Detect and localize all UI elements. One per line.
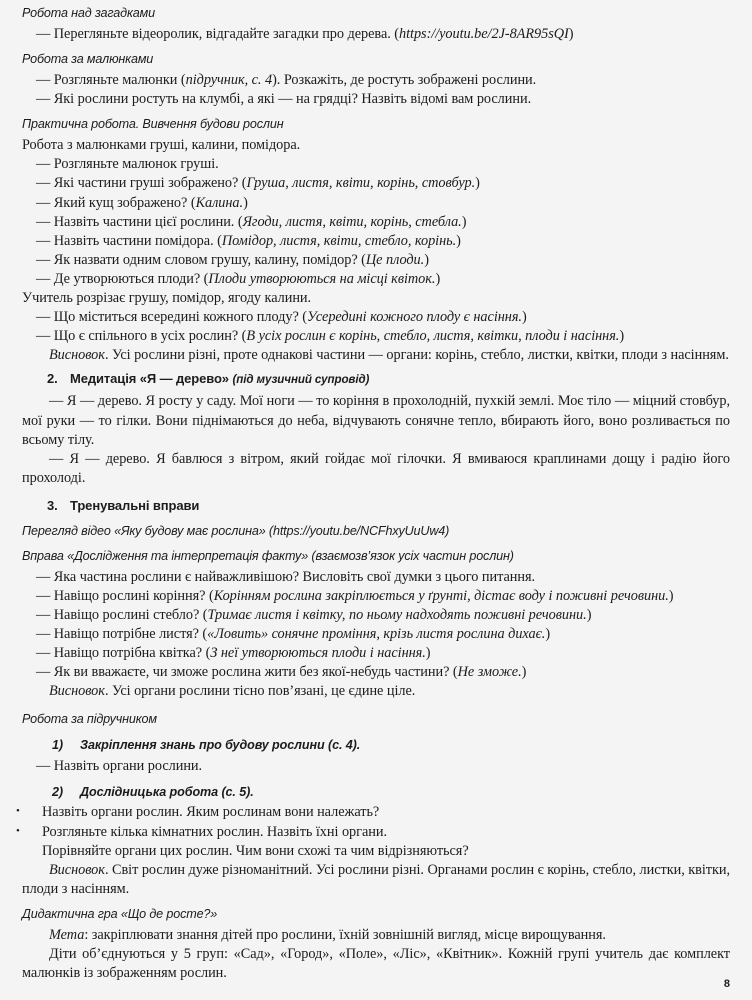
textbook-item-2-text: Дослідницька робота (с. 5). bbox=[80, 784, 254, 799]
practical-q5 bbox=[22, 232, 730, 251]
meditation-paragraph-1: — Я — дерево. Я росту у саду. Мої ноги — то коріння в прохолодній, пухкій землі. Моє тіло — міцний стовбур, мої руки — то гілки. Вони піднімаються до неба, відчувають сонячне тепло, вбирають його, воно розливається по всьому тілу. bbox=[22, 393, 730, 448]
practical-q7-answer: Плоди утворюються на місці квіток. bbox=[208, 270, 436, 287]
game-body: Діти об’єднуються у 5 груп: «Сад», «Город», «Поле», «Ліс», «Квітник». Кожній групі учитель дає комплект малюнків із зображенням рослин. bbox=[22, 946, 730, 982]
textbook-item-2 bbox=[22, 784, 730, 800]
practical-intro: Робота з малюнками груші, калини, помідора. bbox=[22, 137, 301, 154]
practical-q4a: — Назвіть частини цієї рослини. ( bbox=[36, 213, 243, 230]
exercise-q1: — Яка частина рослини є найважливішою? Висловіть свої думки з цього питання. bbox=[36, 568, 536, 585]
practical-q9a: — Що є спільного в усіх рослин? ( bbox=[36, 328, 247, 345]
practical-q4-answer: Ягоди, листя, квіти, корінь, стебла. bbox=[242, 213, 462, 230]
exercise-conclusion bbox=[22, 682, 730, 701]
list-item bbox=[16, 822, 730, 842]
practical-q3a: — Який кущ зображено? ( bbox=[36, 194, 196, 211]
textbook-conclusion-text: . Світ рослин дуже різноманітний. Усі рослини різні. Органами рослин є корінь, стебло, листки, квітки, плоди з насінням. bbox=[22, 861, 730, 897]
textbook-conclusion bbox=[22, 861, 730, 899]
game-goal bbox=[22, 926, 730, 945]
practical-q3b: ) bbox=[243, 194, 248, 211]
game-goal-label: Мета bbox=[49, 927, 85, 944]
practical-q2 bbox=[22, 174, 730, 193]
bullet-icon: • bbox=[16, 824, 20, 837]
subheading-exercise: Вправа «Дослідження та інтерпретація факту» (взаємозв’язок усіх частин рослин) bbox=[22, 548, 514, 563]
practical-conclusion bbox=[22, 346, 730, 365]
riddles-line-text: — Перегляньте відеоролик, відгадайте загадки про дерева. ( bbox=[36, 26, 400, 42]
exercise-q6 bbox=[22, 663, 730, 682]
practical-q8-answer: Усередині кожного плоду є насіння. bbox=[307, 309, 522, 326]
practical-teacher-note: Учитель розрізає грушу, помідор, ягоду калини. bbox=[22, 290, 312, 307]
practical-q5b: ) bbox=[456, 232, 461, 249]
exercise-q4b: ) bbox=[545, 626, 551, 643]
practical-q6-answer: Це плоди. bbox=[365, 251, 425, 268]
list-item-text: Назвіть органи рослин. Яким рослинам вони належать? bbox=[42, 803, 380, 820]
exercise-q3a: — Навіщо рослині стебло? ( bbox=[36, 607, 208, 624]
practical-q7b: ) bbox=[435, 270, 441, 287]
practical-q9b: ) bbox=[619, 328, 625, 345]
heading-training-title: Тренувальні вправи bbox=[70, 497, 200, 513]
textbook-item-1-line: — Назвіть органи рослини. bbox=[36, 757, 203, 774]
heading-meditation-number: 2. bbox=[47, 371, 58, 387]
practical-q9 bbox=[22, 327, 730, 346]
pictures-line-1-italic: підручник, с. 4 bbox=[185, 72, 273, 89]
practical-conclusion-label: Висновок bbox=[49, 347, 105, 364]
practical-q8 bbox=[22, 308, 730, 327]
riddles-line-end: ) bbox=[568, 26, 574, 42]
exercise-q3-answer: Тримає листя і квітку, по ньому надходять поживні речовини. bbox=[207, 607, 587, 624]
practical-q2a: — Які частини груші зображено? ( bbox=[36, 175, 247, 192]
practical-q5a: — Назвіть частини помідора. ( bbox=[36, 232, 222, 249]
exercise-q6b: ) bbox=[521, 664, 527, 681]
practical-q8b: ) bbox=[521, 309, 527, 326]
textbook-conclusion-label: Висновок bbox=[49, 861, 105, 878]
video-heading-text: Перегляд відео «Яку будову має рослина» ( bbox=[22, 523, 273, 538]
practical-q3 bbox=[22, 194, 730, 213]
exercise-q2 bbox=[22, 587, 730, 606]
practical-q9-answer: В усіх рослин є корінь, стебло, листя, квітки, плоди і насіння. bbox=[246, 328, 620, 345]
practical-q4b: ) bbox=[461, 213, 467, 230]
riddles-url: https://youtu.be/2J-8AR95sQI bbox=[399, 26, 569, 42]
exercise-q2a: — Навіщо рослині коріння? ( bbox=[36, 587, 214, 604]
game-goal-text: : закріплювати знання дітей про рослини, їхній зовнішній вигляд, місце вирощування. bbox=[84, 927, 606, 944]
list-item-text: Розгляньте кілька кімнатних рослин. Назвіть їхні органи. bbox=[42, 823, 387, 840]
practical-q8a: — Що міститься всередині кожного плоду? ( bbox=[36, 309, 308, 326]
exercise-q5-answer: З неї утворюються плоди і насіння. bbox=[210, 645, 426, 662]
exercise-conclusion-text: . Усі органи рослини тісно пов’язані, це єдине ціле. bbox=[104, 683, 416, 700]
practical-q6b: ) bbox=[424, 251, 429, 268]
bullet-icon: • bbox=[16, 804, 20, 817]
pictures-line-2: — Які рослини ростуть на клумбі, а які — на грядці? Назвіть відомі вам рослини. bbox=[36, 91, 532, 108]
practical-q2b: ) bbox=[475, 175, 480, 192]
practical-q2-answer: Груша, листя, квіти, корінь, стовбур. bbox=[246, 175, 476, 192]
pictures-line-1b: ). Розкажіть, де ростуть зображені рослини. bbox=[272, 72, 537, 89]
practical-q5-answer: Помідор, листя, квіти, стебло, корінь. bbox=[221, 232, 457, 249]
exercise-q5b: ) bbox=[425, 645, 431, 662]
heading-training bbox=[22, 498, 730, 514]
list-item-continuation: Порівняйте органи цих рослин. Чим вони схожі та чим відрізняються? bbox=[42, 842, 469, 859]
practical-q1: — Розгляньте малюнок груші. bbox=[36, 156, 219, 173]
exercise-q4-answer: «Ловить» сонячне проміння, крізь листя рослина дихає. bbox=[207, 626, 546, 643]
subheading-game: Дидактична гра «Що де росте?» bbox=[22, 907, 218, 922]
page-number: 8 bbox=[723, 978, 730, 990]
exercise-q6-answer: Не зможе. bbox=[457, 664, 522, 681]
textbook-item-1-number: 1) bbox=[52, 737, 63, 752]
practical-q6 bbox=[22, 251, 730, 270]
practical-q4 bbox=[22, 213, 730, 232]
meditation-paragraph-2: — Я — дерево. Я бавлюся з вітром, який гойдає мої гілочки. Я вмиваюся краплинами дощу і радію його прохолоді. bbox=[22, 450, 730, 486]
heading-meditation-paren: (під музичний супровід) bbox=[232, 373, 370, 387]
textbook-item-1 bbox=[22, 737, 730, 753]
heading-meditation bbox=[22, 371, 730, 388]
exercise-q3b: ) bbox=[586, 607, 592, 624]
pictures-line-1 bbox=[22, 71, 730, 90]
exercise-q2-answer: Корінням рослина закріплюється у ґрунті, дістає воду і поживні речовини. bbox=[213, 587, 669, 604]
practical-q6a: — Як назвати одним словом грушу, калину, помідор? ( bbox=[36, 251, 366, 268]
exercise-q4 bbox=[22, 625, 730, 644]
list-item bbox=[16, 802, 730, 822]
riddles-line bbox=[22, 25, 730, 44]
pictures-line-1a: — Розгляньте малюнки ( bbox=[36, 72, 186, 89]
subheading-practical: Практична робота. Вивчення будови рослин bbox=[22, 117, 284, 132]
heading-meditation-title: Медитація «Я — дерево» bbox=[70, 371, 233, 387]
subheading-video bbox=[22, 524, 730, 539]
exercise-q2b: ) bbox=[668, 587, 674, 604]
heading-training-number: 3. bbox=[47, 497, 58, 513]
exercise-conclusion-label: Висновок bbox=[49, 683, 105, 700]
subheading-textbook: Робота за підручником bbox=[22, 711, 157, 726]
practical-q3-answer: Калина. bbox=[195, 194, 244, 211]
practical-q7a: — Де утворюються плоди? ( bbox=[36, 270, 209, 287]
practical-q7 bbox=[22, 270, 730, 289]
subheading-pictures: Робота за малюнками bbox=[22, 52, 154, 67]
practical-conclusion-text: . Усі рослини різні, проте однакові частини — органи: корінь, стебло, листки, квітки, плоди з насінням. bbox=[104, 347, 729, 364]
video-heading-end: ) bbox=[445, 523, 450, 538]
exercise-q5a: — Навіщо потрібна квітка? ( bbox=[36, 645, 211, 662]
exercise-q3 bbox=[22, 606, 730, 625]
video-url: https://youtu.be/NCFhxyUuUw4 bbox=[272, 523, 446, 538]
textbook-item-1-text: Закріплення знань про будову рослини (с. 4). bbox=[80, 737, 361, 752]
exercise-q5 bbox=[22, 644, 730, 663]
exercise-q4a: — Навіщо потрібне листя? ( bbox=[36, 626, 208, 643]
subheading-riddles: Робота над загадками bbox=[22, 6, 155, 20]
exercise-q6a: — Як ви вважаєте, чи зможе рослина жити без якої-небудь частини? ( bbox=[36, 664, 458, 681]
textbook-item-2-number: 2) bbox=[52, 784, 63, 799]
